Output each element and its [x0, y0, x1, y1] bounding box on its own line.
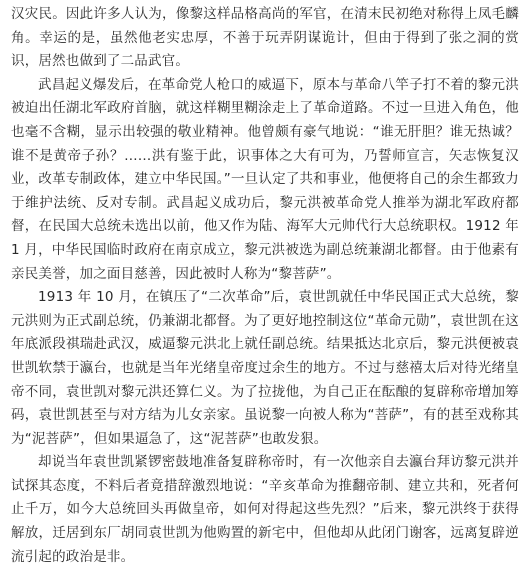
paragraph-1: 汉灾民。因此许多人认为，像黎这样品格高尚的军官，在清末民初绝对称得上凤毛麟角。幸运的是，虽然他老实忠厚，不善于玩弄阴谋诡计，但由于得到了张之洞的赏识，居然也做到了二品武官。	[11, 6, 519, 70]
paragraph-4: 却说当年袁世凯紧锣密鼓地准备复辟称帝时，有一次他亲自去瀛台拜访黎元洪并试探其态度，不料后者竟措辞激烈地说：“辛亥革命为推翻帝制、建立共和，死者何止千万，如今大总统回头再做皇帝，如何对得起这些先烈？”后来，黎元洪终于获得解放，迁居到东厂胡同袁世凯为他购置的新宅中，但他却从此闭门谢客，远离复辟逆流引起的政治是非。	[11, 454, 519, 565]
paragraph-3: 1913 年 10 月，在镇压了“二次革命”后，袁世凯就任中华民国正式大总统，黎元洪则为正式副总统，仍兼湖北都督。为了更好地控制这位“革命元勋”，袁世凯在这年底派段祺瑞赴武汉，威逼黎元洪北上就任副总统。结果抵达北京后，黎元洪便被袁世凯软禁于瀛台，也就是当年光绪皇帝度过余生的地方。不过与慈禧太后对待光绪皇帝不同，袁世凯对黎元洪还算仁义。为了拉拢他，为自己正在酝酿的复辟称帝增加筹码，袁世凯甚至与对方结为儿女亲家。虽说黎一向被人称为“菩萨”，有的甚至戏称其为“泥菩萨”，但如果逼急了，这“泥菩萨”也敢发狠。	[11, 289, 519, 447]
paragraph-2: 武昌起义爆发后，在革命党人枪口的威逼下，原本与革命八竿子打不着的黎元洪被迫出任湖北军政府首脑，就这样糊里糊涂走上了革命道路。不过一旦进入角色，他也毫不含糊，显示出较强的敬业精神。他曾颇有豪气地说：“谁无肝胆？谁无热诚？谁不是黄帝子孙？……洪有鉴于此，识事体之大有可为，乃誓师宣言，矢志恢复汉业，改革专制政体，建立中华民国。”一旦认定了共和事业，他便将自己的余生都致力于维护法统、反对专制。武昌起义成功后，黎元洪被革命党人推举为湖北军政府都督，在民国大总统未选出以前，他又作为陆、海军大元帅代行大总统职权。1912 年 1 月，中华民国临时政府在南京成立，黎元洪被选为副总统兼湖北都督。由于他素有亲民美誉，加之面目慈善，因此被时人称为“黎菩萨”。	[11, 76, 519, 282]
